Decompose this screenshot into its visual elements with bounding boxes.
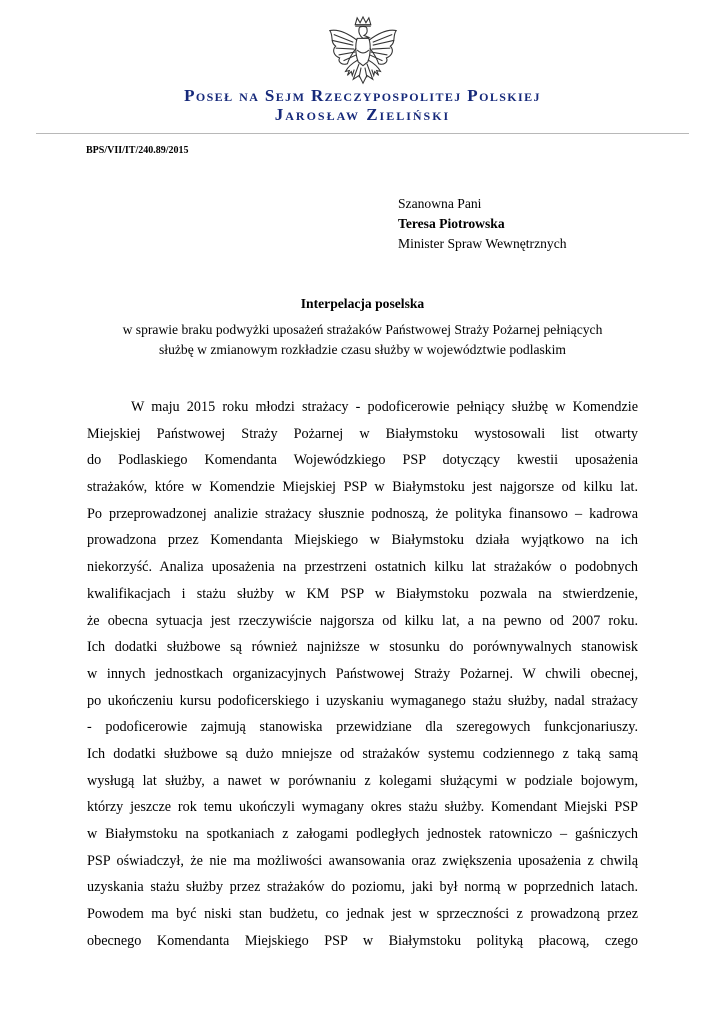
body-line: - podoficerowie zajmują stanowiska przewidziane dla szeregowych funkcjonariuszy. xyxy=(87,719,638,736)
reference-number: BPS/VII/IT/240.89/2015 xyxy=(86,145,189,156)
body-line: uzyskania stażu służby przez strażaków do poziomu, jaki był normą w poprzednich latach. xyxy=(87,879,638,896)
body-line: obecnego Komendanta Miejskiego PSP w Białymstoku polityką płacową, czego xyxy=(87,932,638,949)
body-line: Ich dodatki służbowe są dużo mniejsze od strażaków systemu codziennego z taką samą xyxy=(87,745,638,762)
body-line: w Białymstoku na spotkaniach z załogami podległych jednostek ratowniczo – gaśniczych xyxy=(87,826,638,842)
body-line: że obecna sytuacja jest rzeczywiście najgorsza od kilku lat, a na pewno od 2007 roku. xyxy=(87,612,638,629)
body-text xyxy=(87,397,638,957)
body-line: Ich dodatki służbowe są również najniższe w stosunku do porównywalnych stanowisk xyxy=(87,639,638,656)
body-line: po ukończeniu kursu podoficerskiego i uzyskaniu wymaganego stażu służby, nadal strażacy xyxy=(87,692,638,709)
body-line: kwalifikacjach i stażu służby w KM PSP w Białymstoku pozwala na stwierdzenie, xyxy=(87,585,638,602)
body-line: W maju 2015 roku młodzi strażacy - podoficerowie pełniący służbę w Komendzie xyxy=(131,399,638,415)
body-line: prowadzona przez Komendanta Miejskiego w Białymstoku działa wyjątkowo na ich xyxy=(87,532,638,549)
body-line: Powodem ma być niski stan budżetu, co jednak jest w sprzeczności z prowadzoną przez xyxy=(87,906,638,923)
header-divider xyxy=(36,133,689,134)
body-line: Po przeprowadzonej analizie strażacy słusznie podnoszą, że polityka finansowo – kadrowa xyxy=(87,505,638,522)
subject-line: służbę w zmianowym rozkładzie czasu służby w województwie podlaskim xyxy=(159,342,566,357)
polish-eagle-emblem-icon xyxy=(324,14,402,90)
body-line: w innych jednostkach organizacyjnych Państwowej Straży Pożarnej. W chwili obecnej, xyxy=(87,665,638,682)
addressee-position: Minister Spraw Wewnętrznych xyxy=(398,236,567,251)
body-line: do Podlaskiego Komendanta Wojewódzkiego PSP dotyczący kwestii uposażenia xyxy=(87,452,638,469)
body-line: niekorzyść. Analiza uposażenia na przestrzeni ostatnich kilku lat strażaków o podobnych xyxy=(87,559,638,576)
header-title: Poseł na Sejm Rzeczypospolitej Polskiej xyxy=(184,86,541,105)
body-line: wysługą lat służby, a nawet w porównaniu z kolegami służącymi w podziale bojowym, xyxy=(87,772,638,789)
addressee-name: Teresa Piotrowska xyxy=(398,216,505,231)
addressee-salutation: Szanowna Pani xyxy=(398,196,482,211)
body-line: PSP oświadczył, że nie ma możliwości awansowania oraz zwiększenia uposażenia z chwilą xyxy=(87,852,638,869)
document-title: Interpelacja poselska xyxy=(300,296,425,311)
body-line: strażaków, które w Komendzie Miejskiej PSP w Białymstoku jest najgorsze od kilku lat. xyxy=(87,479,638,496)
header-name: Jarosław Zieliński xyxy=(274,105,451,124)
subject-line: w sprawie braku podwyżki uposażeń strażaków Państwowej Straży Pożarnej pełniących xyxy=(122,322,603,337)
body-line: Miejskiej Państwowej Straży Pożarnej w Białymstoku wystosowali list otwarty xyxy=(87,425,638,442)
body-line: którzy jeszcze rok temu ukończyli wymagany okres stażu służby. Komendant Miejski PSP xyxy=(87,799,638,816)
